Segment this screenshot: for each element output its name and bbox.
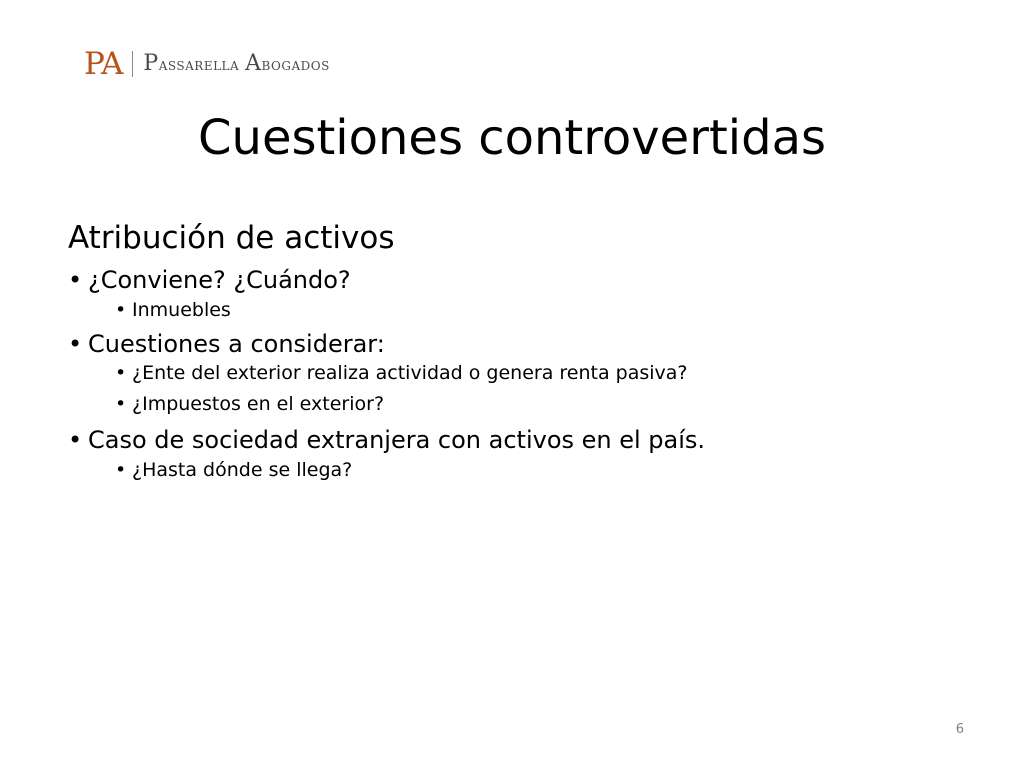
logo-name-second-rest: bogados (261, 55, 330, 75)
bullet-icon: • (115, 298, 127, 321)
bullet-text: Caso de sociedad extranjera con activos en el país. (88, 425, 706, 454)
bullet-item (68, 266, 705, 295)
company-logo (84, 44, 330, 84)
bullet-icon: • (68, 329, 83, 358)
bullet-item (68, 330, 705, 359)
logo-wordmark (143, 53, 329, 75)
bullet-text: Cuestiones a considerar: (88, 329, 385, 358)
bullet-text: ¿Conviene? ¿Cuándo? (88, 266, 351, 294)
sub-bullet-text: ¿Impuestos en el exterior? (132, 393, 385, 416)
sub-bullet-item (115, 393, 705, 416)
bullet-icon: • (115, 393, 127, 416)
sub-bullet-item (115, 459, 705, 482)
bullet-icon: • (68, 425, 83, 454)
logo-separator (132, 51, 133, 77)
sub-bullet-text: ¿Ente del exterior realiza actividad o genera renta pasiva? (132, 362, 688, 385)
bullet-icon: • (115, 458, 127, 481)
sub-bullet-text: Inmuebles (132, 298, 231, 321)
logo-name-second-cap: A (245, 51, 262, 76)
bullet-icon: • (68, 266, 83, 294)
bullet-item (68, 426, 705, 455)
logo-mark: PA (84, 45, 123, 82)
logo-name-first-cap: P (143, 51, 159, 76)
sub-bullet-item (115, 362, 705, 385)
sub-bullet-item (115, 299, 705, 322)
slide-title: Cuestiones controvertidas (198, 110, 826, 166)
sub-bullet-text: ¿Hasta dónde se llega? (132, 458, 353, 481)
bullet-list (68, 266, 705, 482)
page-number: 6 (955, 722, 964, 737)
logo-name-first-rest: assarella (158, 55, 240, 75)
bullet-icon: • (115, 362, 127, 385)
section-heading: Atribución de activos (68, 220, 395, 256)
